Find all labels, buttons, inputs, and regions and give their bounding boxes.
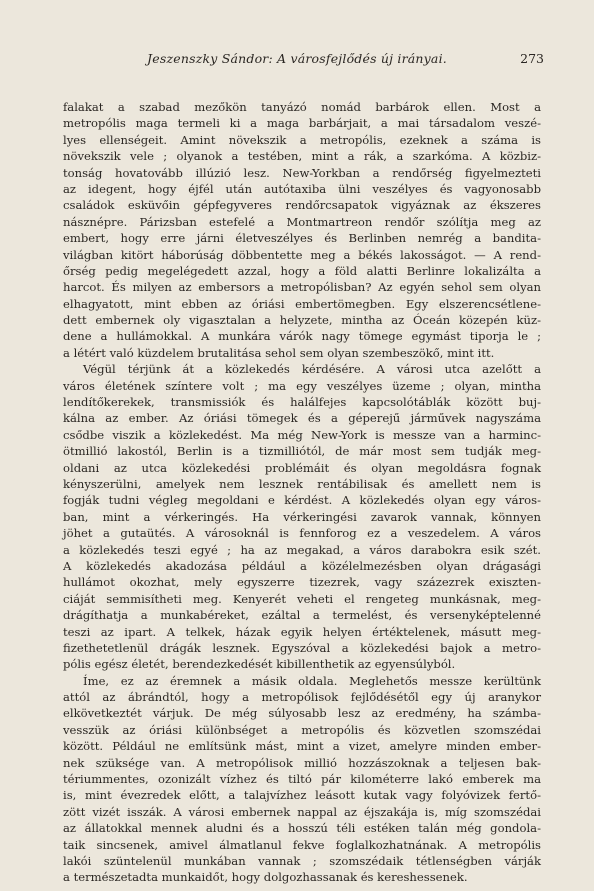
text-line: elkövetkeztét várjuk. De még súlyosabb lesz az eredmény, ha számba- xyxy=(63,706,541,721)
text-line: lyes ellenségeit. Amint növekszik a metropólis, ezeknek a száma is xyxy=(63,132,541,147)
text-line: elhagyatott, mint ebben az óriási embertömegben. Egy elszerencsétlene- xyxy=(63,296,541,311)
text-line: Íme, ez az éremnek a másik oldala. Meglehetős messze kerültünk xyxy=(83,673,541,688)
page-number: 273 xyxy=(520,51,544,66)
text-line: dett embernek oly vigasztalan a helyzete, mintha az Óceán közepén küz- xyxy=(63,313,541,328)
text-line: ban, mint a vérkeringés. Ha vérkeringési zavarok vannak, könnyen xyxy=(63,509,541,524)
text-line: ciáját semmisítheti meg. Kenyerét veheti el rengeteg munkásnak, meg- xyxy=(63,591,541,606)
text-line: kálna az ember. Az óriási tömegek és a géperejű járművek nagyszáma xyxy=(63,411,541,426)
text-line: kényszerülni, amelyek nem lesznek rentábilisak és amellett nem is xyxy=(63,476,541,491)
text-line: taik sincsenek, amivel álmatlanul fekve foglalkozhatnának. A metropólis xyxy=(63,837,541,852)
text-line: lakói szüntelenül munkában vannak ; szomszédaik tétlenségben várják xyxy=(63,853,541,868)
text-line: drágíthatja a munkabéreket, ezáltal a termelést, és versenyképtelenné xyxy=(63,608,541,623)
text-line: is, mint évezredek előtt, a talajvízhez leásott kutak vagy folyóvizek fertő- xyxy=(63,788,541,803)
text-line: A közlekedés akadozása például a közélelmezésben olyan drágasági xyxy=(63,558,541,573)
text-line: falakat a szabad mezőkön tanyázó nomád barbárok ellen. Most a xyxy=(63,100,541,114)
text-line: tériummentes, ozonizált vízhez és tiltó pár kilométerre lakó emberek ma xyxy=(63,772,541,787)
text-line: csődbe viszik a közlekedést. Ma még New-York is messze van a harminc- xyxy=(63,427,541,442)
running-title: Jeszenszky Sándor: A városfejlődés új irányai. xyxy=(147,51,447,66)
text-line: lendítőkerekek, transmissiók és halálfejes kapcsolótáblák között buj- xyxy=(63,395,541,410)
text-line: Végül térjünk át a közlekedés kérdésére. A városi utca azelőtt a xyxy=(83,362,541,377)
text-line: között. Például ne említsünk mást, mint a vizet, amelyre minden ember- xyxy=(63,739,541,754)
text-line: zött vizét isszák. A városi embernek nappal az éjszakája is, míg szomszédai xyxy=(63,804,541,819)
text-line: világban kitört háborúság döbbentette meg a békés lakosságot. — A rend- xyxy=(63,247,541,262)
text-line: jöhet a gutaütés. A városoknál is fennforog ez a veszedelem. A város xyxy=(63,526,541,541)
text-line: nek szüksége van. A metropólisok millió hozzászoknak a teljesen bak- xyxy=(63,755,541,770)
text-line: embert, hogy erre járni életveszélyes és Berlinben nemrég a bandita- xyxy=(63,231,541,246)
text-line: harcot. És milyen az embersors a metropólisban? Az egyén sehol sem olyan xyxy=(63,280,541,295)
text-line: családok esküvőin gépfegyveres rendőrcsapatok vigyáznak az ékszeres xyxy=(63,198,541,213)
text-line: metropólis maga termeli ki a maga barbárjait, a mai társadalom veszé- xyxy=(63,116,541,131)
text-line: a természetadta munkaidőt, hogy dolgozhassanak és kereshessenek. xyxy=(63,870,468,885)
text-line: dene a hullámokkal. A munkára várók nagy tömege egymást tiporja le ; xyxy=(63,329,541,344)
text-line: hullámot okozhat, mely egyszerre tizezrek, vagy százezrek exiszten- xyxy=(63,575,541,590)
text-line: attól az ábrándtól, hogy a metropólisok fejlődésétől egy új aranykor xyxy=(63,690,541,705)
text-line: a közlekedés teszi egyé ; ha az megakad, a város darabokra esik szét. xyxy=(63,542,541,557)
text-line: násznépre. Párizsban estefelé a Montmartreon rendőr szólítja meg az xyxy=(63,214,541,229)
text-line: növekszik vele ; olyanok a testében, mint a rák, a szarkóma. A közbiz- xyxy=(63,149,541,164)
text-line: teszi az ipart. A telkek, házak egyik helyen értéktelenek, másutt meg- xyxy=(63,624,541,639)
text-line: város életének színtere volt ; ma egy veszélyes üzeme ; olyan, mintha xyxy=(63,378,541,393)
text-line: pólis egész életét, berendezkedését kibillenthetik az egyensúlyból. xyxy=(63,657,456,672)
text-line: az idegent, hogy éjfél után autótaxiba ülni veszélyes és vagyonosabb xyxy=(63,181,541,196)
text-line: az állatokkal mennek aludni és a hosszú téli estéken talán még gondola- xyxy=(63,821,541,836)
text-line: tonság hovatovább illúzió lesz. New-Yorkban a rendőrség figyelmezteti xyxy=(63,165,541,180)
text-line: oldani az utca közlekedési problémáit és olyan megoldásra fognak xyxy=(63,460,541,475)
text-line: őrség pedig megelégedett azzal, hogy a föld alatti Berlinre lokalizálta a xyxy=(63,263,541,278)
running-head xyxy=(0,51,594,71)
text-line: vesszük az óriási különbséget a metropólis és közvetlen szomszédai xyxy=(63,722,541,737)
text-line: a létért való küzdelem brutalitása sehol sem olyan szembeszökő, mint itt. xyxy=(63,345,495,360)
text-line: ötmillió lakostól, Berlin is a tizmilliótól, de már most sem tudják meg- xyxy=(63,444,541,459)
body-text xyxy=(63,99,541,886)
text-line: fizethetetlenül drágák lesznek. Egyszóval a közlekedési bajok a metro- xyxy=(63,640,541,655)
text-line: fogják tudni végleg megoldani e kérdést. A közlekedés olyan egy város- xyxy=(63,493,541,508)
